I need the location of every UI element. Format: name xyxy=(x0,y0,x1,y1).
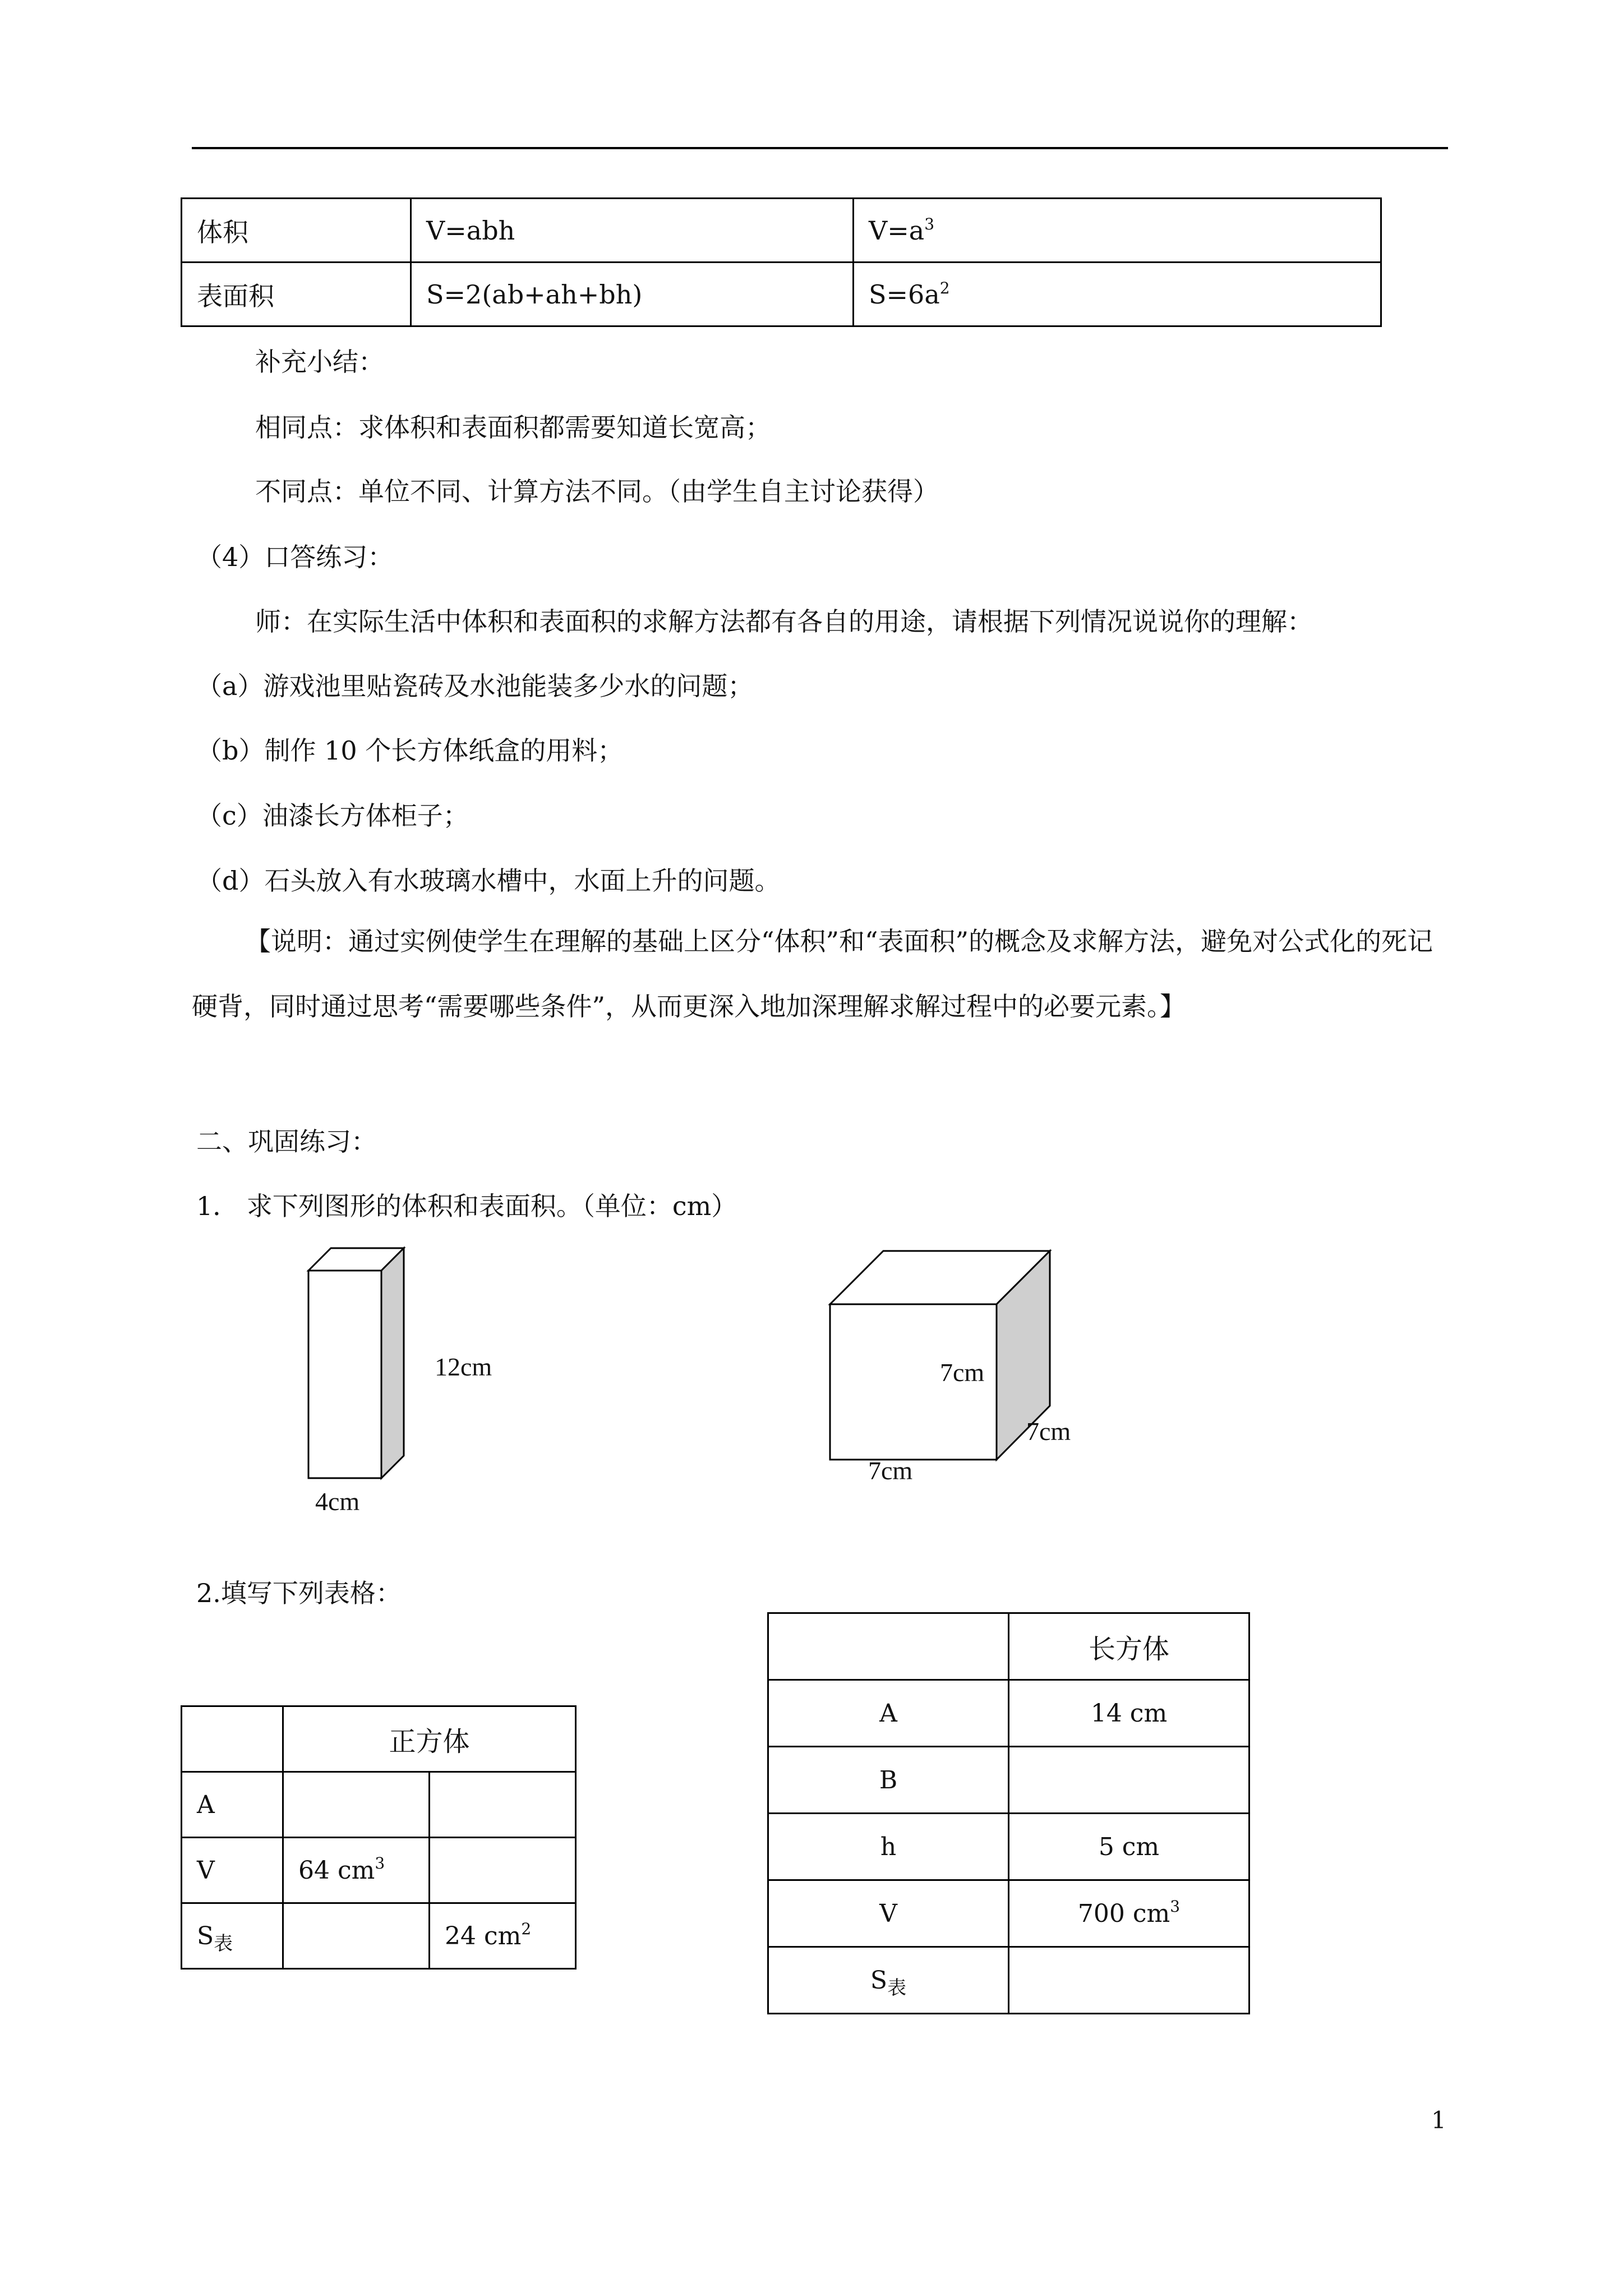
oral-item: （a）游戏池里贴瓷砖及水池能装多少水的问题； xyxy=(196,671,754,701)
cube-bottom-label: 7cm xyxy=(868,1456,913,1485)
cube-formula: $S=6a^2$ xyxy=(854,263,1381,326)
cube-formula: $V=a^3$ xyxy=(854,199,1381,263)
cuboid-formula: S=2(ab+ah+bh) xyxy=(411,263,854,326)
row-label: 表面积 xyxy=(182,263,411,326)
row-label: V xyxy=(182,1838,283,1903)
table-cell xyxy=(430,1772,576,1838)
table-cell: 14 cm xyxy=(1009,1680,1249,1747)
cuboid-table xyxy=(767,1612,1250,2014)
row-label: A xyxy=(182,1772,283,1838)
row-label: B xyxy=(768,1747,1009,1814)
row-label: V xyxy=(768,1880,1009,1947)
formula-table xyxy=(181,197,1382,327)
table-row xyxy=(182,1706,576,1772)
question-2: 2.填写下列表格： xyxy=(196,1578,402,1608)
table-row xyxy=(182,1772,576,1838)
cuboid-height-label: 12cm xyxy=(435,1352,492,1381)
table-row xyxy=(768,1947,1249,2014)
row-label: A xyxy=(768,1680,1009,1747)
cuboid-figure xyxy=(297,1240,421,1487)
cube-table xyxy=(181,1705,577,1970)
cuboid-formula: V=abh xyxy=(411,199,854,263)
note-paragraph: 【说明：通过实例使学生在理解的基础上区分“体积”和“表面积”的概念及求解方法，避免对公式化的死记硬背，同时通过思考“需要哪些条件”，从而更深入地加深理解求解过程中的必要元素。】 xyxy=(192,926,1433,1022)
table-row xyxy=(182,1903,576,1969)
table-row xyxy=(768,1880,1249,1947)
summary-title: 补充小结： xyxy=(255,347,384,377)
oral-item: （c）油漆长方体柜子； xyxy=(196,800,469,831)
table-cell: 64 $cm^3$ xyxy=(283,1838,430,1903)
summary-diff: 不同点：单位不同、计算方法不同。（由学生自主讨论获得） xyxy=(255,476,939,507)
table-cell xyxy=(283,1903,430,1969)
table-cell: 700 $cm^3$ xyxy=(1009,1880,1249,1947)
summary-same: 相同点：求体积和表面积都需要知道长宽高； xyxy=(255,412,771,443)
table-row xyxy=(768,1747,1249,1814)
question-1: 1． 求下列图形的体积和表面积。（单位：cm） xyxy=(196,1191,737,1221)
oral-heading: （4）口答练习： xyxy=(196,542,394,572)
table-cell xyxy=(1009,1747,1249,1814)
oral-item: （d）石头放入有水玻璃水槽中，水面上升的问题。 xyxy=(196,866,781,896)
cube-header: 正方体 xyxy=(283,1706,576,1772)
table-cell xyxy=(1009,1947,1249,2014)
row-label: $S_表$ xyxy=(182,1903,283,1969)
table-cell xyxy=(430,1838,576,1903)
table-row xyxy=(768,1680,1249,1747)
cuboid-header: 长方体 xyxy=(1009,1613,1249,1680)
table-cell: 5 cm xyxy=(1009,1814,1249,1880)
cube-depth-label: 7cm xyxy=(1026,1417,1071,1446)
teacher-line: 师：在实际生活中体积和表面积的求解方法都有各自的用途，请根据下列情况说说你的理解： xyxy=(255,606,1313,637)
section2-heading: 二、巩固练习： xyxy=(196,1126,377,1157)
cuboid-width-label: 4cm xyxy=(315,1487,360,1516)
table-row xyxy=(182,199,1381,263)
table-row xyxy=(182,263,1381,326)
table-cell xyxy=(283,1772,430,1838)
header-rule xyxy=(192,147,1448,149)
page-number: 1 xyxy=(1431,2106,1446,2134)
row-label: $S_表$ xyxy=(768,1947,1009,2014)
table-row xyxy=(182,1838,576,1903)
row-label: h xyxy=(768,1814,1009,1880)
cube-side-label: 7cm xyxy=(940,1358,985,1387)
oral-item: （b）制作 10 个长方体纸盒的用料； xyxy=(196,735,624,766)
table-row xyxy=(768,1814,1249,1880)
table-cell: 24 $cm^2$ xyxy=(430,1903,576,1969)
row-label: 体积 xyxy=(182,199,411,263)
table-row xyxy=(768,1613,1249,1680)
